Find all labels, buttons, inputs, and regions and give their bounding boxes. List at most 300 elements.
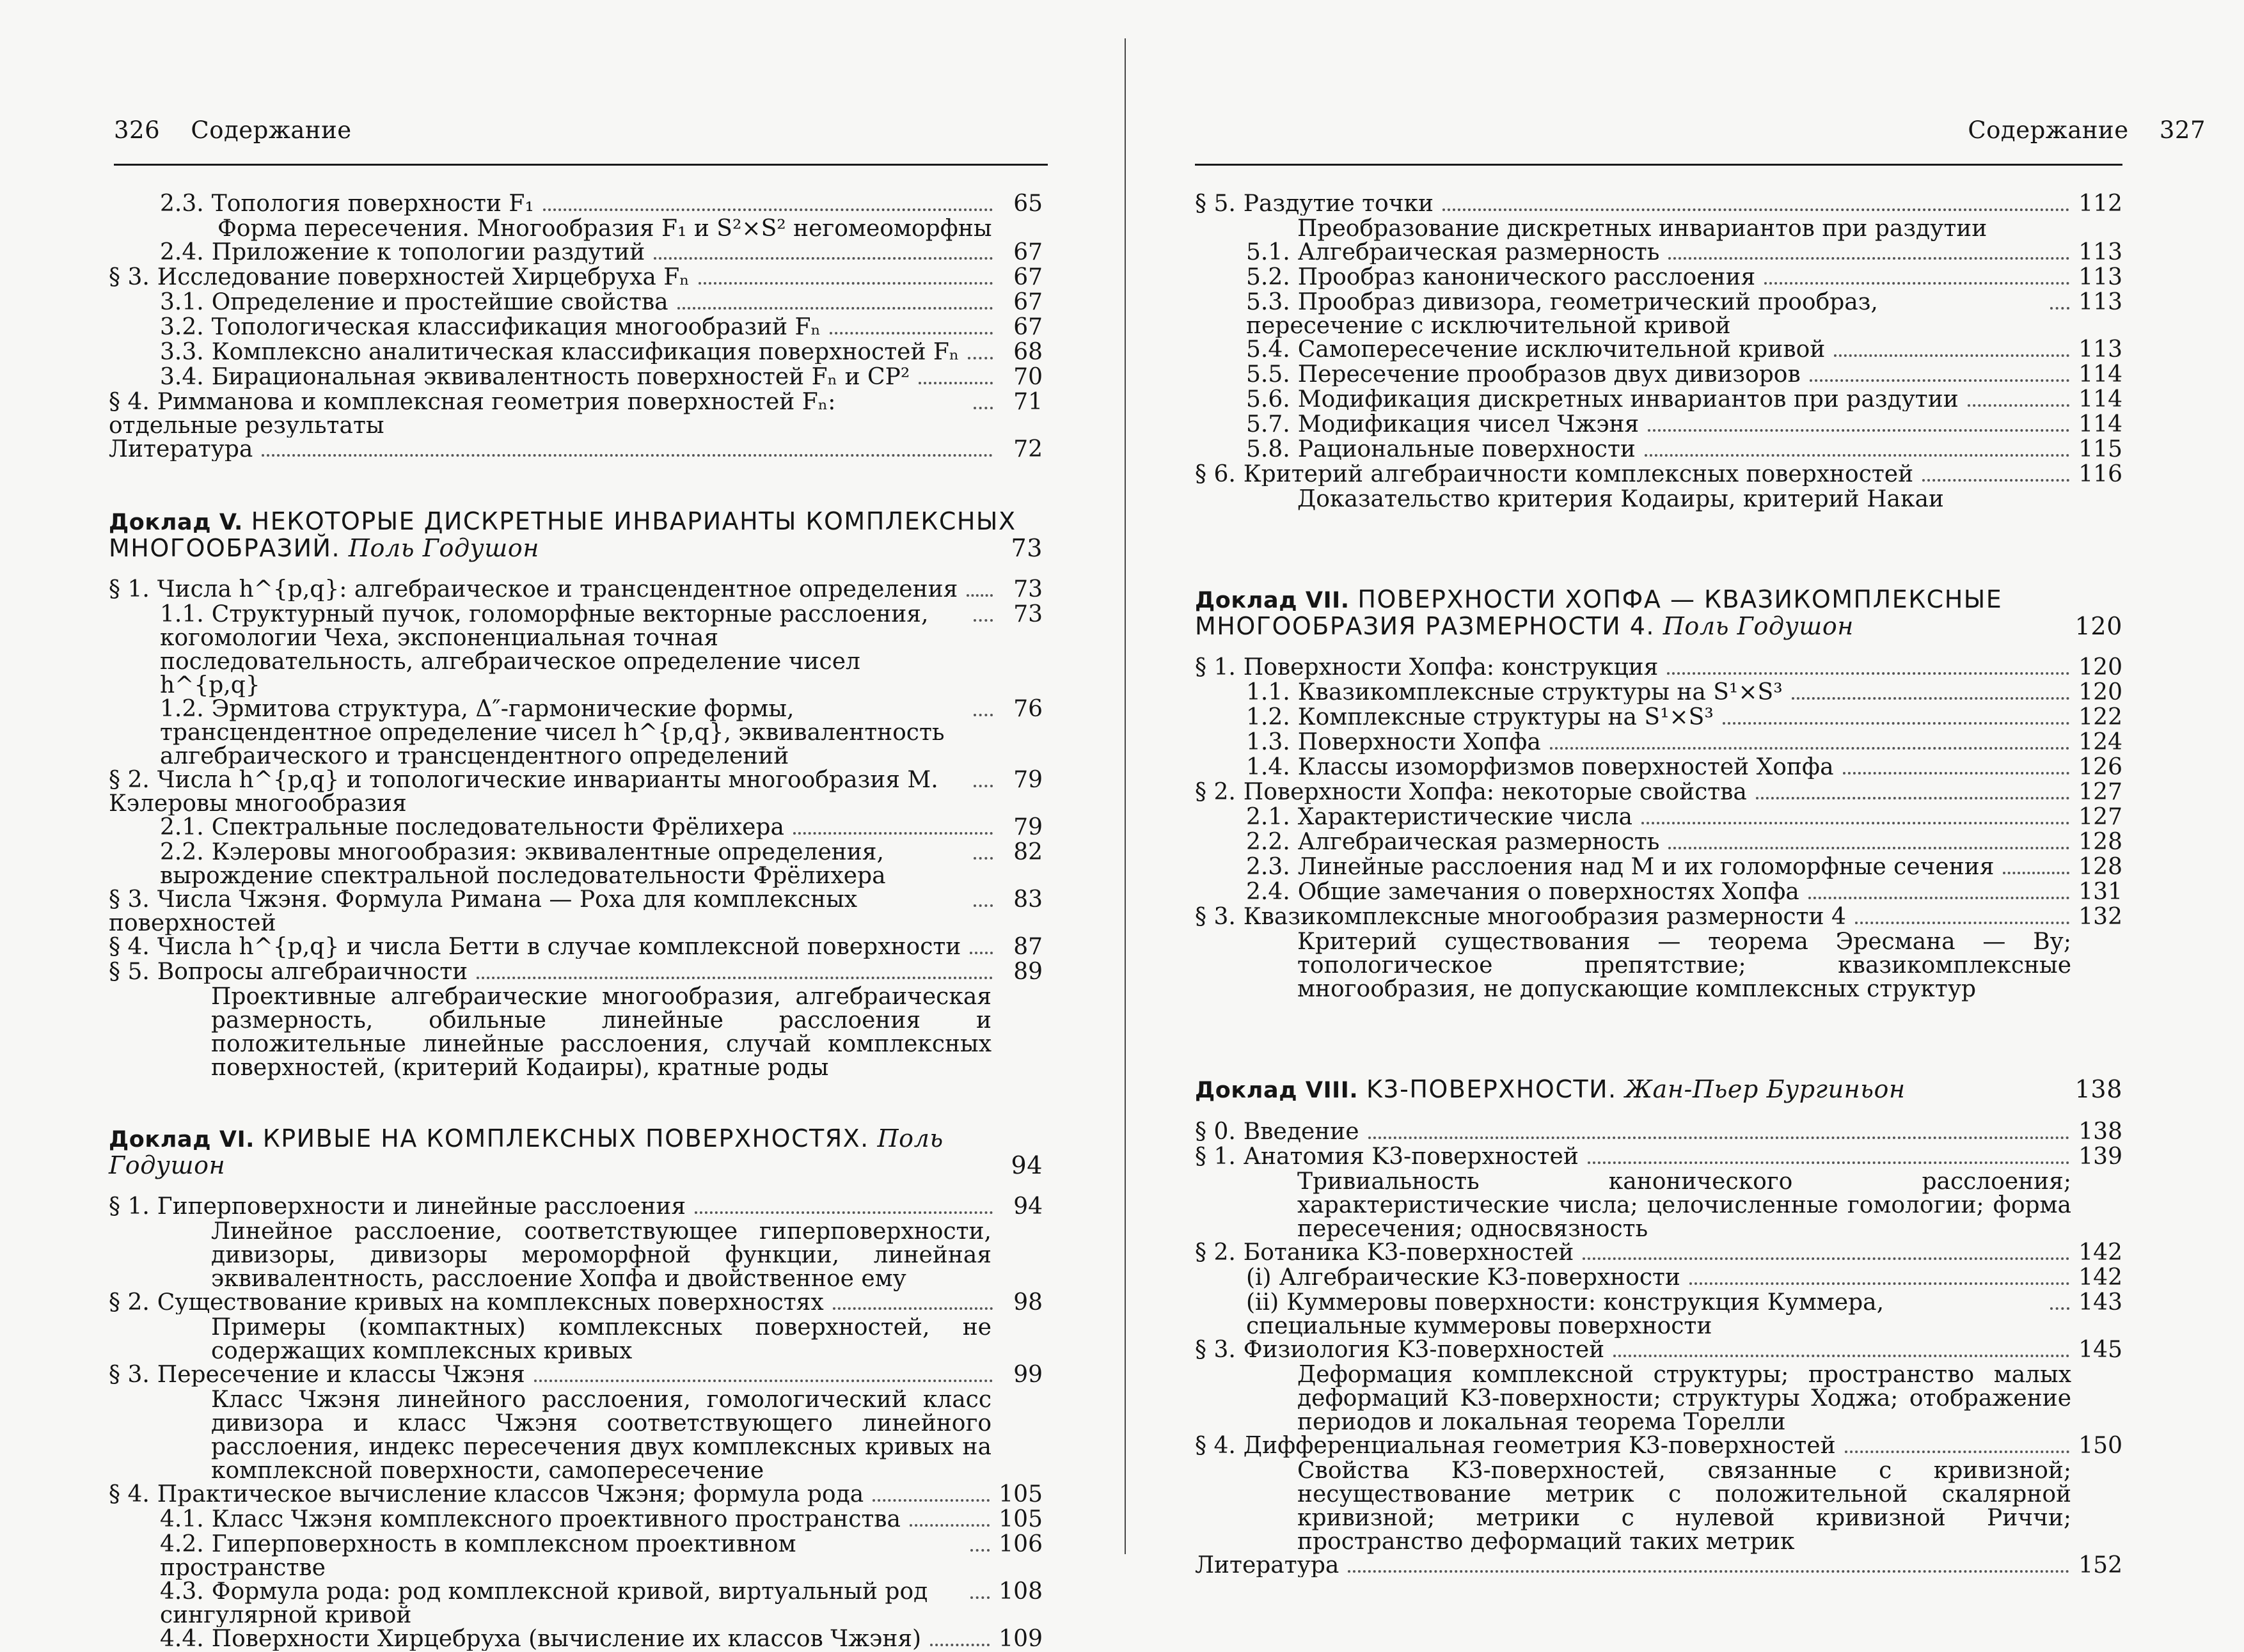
toc-entry-title: Литература: [109, 437, 253, 461]
left-running-title: Содержание: [191, 116, 352, 144]
right-page: [1164, 0, 2244, 1586]
toc-entry[interactable]: [109, 815, 1043, 840]
toc-entry-title: Топологическая классификация многообразий Fₙ: [211, 315, 821, 339]
leader-dots: [1641, 822, 2069, 824]
toc-entry[interactable]: [109, 192, 1043, 217]
toc-entry-number: § 5.: [109, 960, 150, 984]
toc-entry-page: 143: [2078, 1289, 2122, 1316]
toc-entry-page: 116: [2078, 461, 2122, 487]
toc-entry-title: Исследование поверхностей Хирцебруха Fₙ: [157, 265, 690, 289]
toc-entry-page: 128: [2078, 854, 2122, 880]
toc-entry-description: Преобразование дискретных инвариантов при раздутии: [1297, 216, 1987, 242]
toc-entry[interactable]: [1195, 413, 2122, 437]
toc-entry[interactable]: [1195, 880, 2122, 905]
leader-dots: [1834, 354, 2069, 357]
toc-entry-title: Рациональные поверхности: [1297, 437, 1636, 461]
toc-entry-title: Поверхности Хопфа: [1297, 730, 1541, 754]
leader-dots: [833, 1307, 993, 1310]
toc-entry[interactable]: [1195, 265, 2122, 290]
toc-entry[interactable]: [109, 1532, 1043, 1580]
chapter-7-author: Поль Годушон: [1663, 612, 1854, 640]
leader-dots: [1808, 897, 2070, 899]
toc-entry[interactable]: [109, 960, 1043, 985]
toc-entry-title: Гиперповерхности и линейные расслоения: [157, 1195, 686, 1218]
toc-entry-number: 1.1.: [1246, 680, 1290, 704]
leader-dots: [919, 382, 993, 384]
chapter-5-page: 73: [1011, 534, 1043, 562]
toc-entry-description: Тривиальность канонического расслоения; характеристические числа; целочисленные гомологии; форма пересечения; односвязность: [1297, 1168, 2071, 1242]
leader-dots: [262, 454, 993, 457]
toc-entry-title: Числа h^{p,q} и топологические инварианты многообразия M. Кэлеровы многообразия: [109, 768, 938, 815]
toc-entry-page: 128: [2078, 829, 2122, 855]
toc-entry[interactable]: [109, 935, 1043, 960]
toc-entry-page: 67: [1013, 264, 1043, 290]
toc-entry-number: 2.1.: [1246, 805, 1290, 829]
toc-entry-number: 2.1.: [160, 815, 204, 839]
toc-entry-title: Поверхности Хопфа: конструкция: [1243, 656, 1659, 679]
toc-entry-page: 142: [2078, 1264, 2122, 1291]
toc-entry[interactable]: [109, 240, 1043, 265]
toc-entry[interactable]: [109, 290, 1043, 315]
toc-entry-page: 67: [1013, 314, 1043, 340]
toc-entry-page: 114: [2078, 361, 2122, 388]
right-header-rule: [1195, 164, 2122, 166]
toc-entry[interactable]: [109, 578, 1043, 602]
chapter-7-page: 120: [2074, 612, 2122, 640]
toc-entry-number: 1.4.: [1246, 755, 1290, 779]
toc-entry-number: 5.4.: [1246, 338, 1290, 361]
toc-entry[interactable]: [1195, 240, 2122, 265]
toc-entry-number: 2.2.: [1246, 830, 1290, 854]
toc-entry-number: 2.3.: [1246, 855, 1290, 879]
toc-entry-title: Структурный пучок, голоморфные векторные расслоения, когомологии Чеха, экспоненциальная точная последовательность, алгебраическое определение чисел h^{p,q}: [160, 602, 929, 697]
chapter-6-label: Доклад VI.: [109, 1127, 255, 1152]
toc-entry-number: 1.2.: [160, 697, 204, 722]
leader-dots: [695, 1211, 993, 1214]
toc-entry-page: 126: [2078, 754, 2122, 780]
toc-entry-title: Пересечение прообразов двух дивизоров: [1297, 363, 1801, 386]
toc-entry[interactable]: [109, 365, 1043, 390]
toc-entry-page: 94: [1013, 1193, 1043, 1220]
toc-entry-page: 120: [2078, 679, 2122, 705]
leader-dots: [1845, 1451, 2070, 1453]
toc-entry-number: § 4.: [109, 935, 150, 959]
chapter-8-author: Жан-Пьер Бургиньон: [1625, 1075, 1906, 1103]
leader-dots: [1810, 379, 2070, 382]
toc-entry-number: 5.6.: [1246, 388, 1290, 411]
toc-entry-page: 73: [1013, 601, 1043, 627]
toc-entry-title: Спектральные последовательности Фрёлихера: [211, 815, 784, 839]
toc-entry[interactable]: [109, 217, 1043, 240]
toc-entry-page: 150: [2078, 1433, 2122, 1459]
toc-entry-page: 71: [1013, 389, 1043, 415]
toc-entry-title: Модификация дискретных инвариантов при раздутии: [1297, 388, 1959, 411]
toc-entry[interactable]: [1195, 905, 2122, 1001]
toc-entry-number: 4.3.: [160, 1580, 204, 1605]
chapter-5-author: Поль Годушон: [348, 534, 539, 562]
toc-entry-number: § 2.: [1195, 780, 1236, 804]
chapter-6-page: 94: [1011, 1151, 1043, 1179]
toc-entry[interactable]: [1195, 388, 2122, 413]
toc-entry-number: (ii): [1246, 1291, 1279, 1316]
leader-dots: [1442, 208, 2069, 211]
toc-entry-title: Числа h^{p,q}: алгебраическое и трансцендентное определения: [157, 578, 958, 601]
toc-entry-title: Прообраз дивизора, геометрический прообраз, пересечение с исключительной кривой: [1246, 290, 1878, 338]
toc-entry-title: Введение: [1243, 1120, 1359, 1144]
toc-entry-page: 87: [1013, 934, 1043, 960]
leader-dots: [974, 904, 993, 907]
toc-entry-description: Критерий существования — теорема Эресмана — Ву; топологическое препятствие; квазикомплексные многообразия, не допускающие комплексных структур: [1297, 929, 2071, 1002]
leader-dots: [1667, 672, 2069, 675]
toc-entry-number: § 6.: [1195, 462, 1236, 486]
toc-entry[interactable]: [1195, 805, 2122, 830]
toc-entry-page: 65: [1013, 191, 1043, 217]
leader-dots: [1922, 479, 2069, 482]
toc-entry-title: Квазикомплексные структуры на S¹×S³: [1297, 680, 1783, 704]
toc-entry-page: 114: [2078, 411, 2122, 437]
leader-dots: [1550, 747, 2069, 750]
toc-entry-number: 1.2.: [1246, 705, 1290, 729]
toc-entry[interactable]: [1195, 1338, 2122, 1434]
toc-entry-title: Гиперповерхность в комплексном проективном пространстве: [160, 1532, 796, 1580]
toc-entry-page: 124: [2078, 729, 2122, 755]
toc-entry-number: 5.1.: [1246, 240, 1290, 264]
leader-dots: [654, 257, 993, 260]
toc-entry-page: 79: [1013, 767, 1043, 793]
toc-entry-title: Поверхности Хопфа: некоторые свойства: [1243, 780, 1747, 804]
chapter-5-label: Доклад V.: [109, 510, 243, 535]
toc-entry[interactable]: [1195, 1241, 2122, 1266]
toc-entry-title: Существование кривых на комплексных поверхностях: [157, 1291, 824, 1314]
toc-entry-page: 106: [999, 1531, 1043, 1557]
toc-entry-title: Комплексно аналитическая классификация поверхностей Fₙ: [211, 340, 960, 364]
toc-entry-number: 4.2.: [160, 1532, 204, 1557]
toc-entry[interactable]: [109, 265, 1043, 290]
leader-dots: [974, 785, 993, 787]
left-toc: [109, 192, 1043, 1652]
toc-entry[interactable]: [1195, 1266, 2122, 1291]
toc-entry-title: Формула рода: род комплексной кривой, виртуальный род сингулярной кривой: [160, 1580, 928, 1627]
toc-entry-number: § 1.: [109, 1195, 150, 1218]
right-toc-group-c: [1195, 1120, 2122, 1578]
leader-dots: [1348, 1570, 2069, 1573]
leader-dots: [974, 407, 993, 409]
toc-entry-number: 2.4.: [160, 240, 204, 264]
toc-entry-title: Алгебраические K3-поверхности: [1279, 1266, 1680, 1289]
leader-dots: [1368, 1137, 2070, 1139]
toc-entry[interactable]: [1195, 1291, 2122, 1338]
toc-entry[interactable]: [1195, 755, 2122, 780]
leader-dots: [2050, 307, 2069, 310]
toc-entry-title: Кэлеровы многообразия: эквивалентные определения, вырождение спектральной последовательности Фрёлихера: [160, 840, 886, 888]
left-page: [0, 0, 1100, 1652]
leader-dots: [1756, 797, 2069, 799]
toc-entry-page: 152: [2078, 1552, 2122, 1578]
toc-entry[interactable]: [109, 340, 1043, 365]
toc-entry-page: 132: [2078, 904, 2122, 930]
toc-entry-title: Линейные расслоения над M и их голоморфные сечения: [1297, 855, 1995, 879]
leader-dots: [1648, 429, 2069, 432]
leader-dots: [967, 594, 993, 597]
toc-entry[interactable]: [109, 1627, 1043, 1652]
left-toc-group-a: [109, 192, 1043, 462]
leader-dots: [910, 1524, 990, 1527]
leader-dots: [970, 1596, 990, 1599]
toc-entry-title: Критерий алгебраичности комплексных поверхностей: [1243, 462, 1914, 486]
left-page-number: 326: [114, 116, 161, 144]
toc-entry-number: § 2.: [109, 768, 150, 793]
toc-entry-title: Поверхности Хирцебруха (вычисление их классов Чжэня): [211, 1627, 922, 1651]
toc-entry[interactable]: [109, 768, 1043, 815]
leader-dots: [1588, 1161, 2069, 1164]
toc-entry-description: Линейное расслоение, соответствующее гиперповерхности, дивизоры, дивизоры мероморфной функции, линейная эквивалентность, расслоение Хопфа и двойственное ему: [211, 1218, 992, 1292]
toc-entry[interactable]: [1195, 830, 2122, 855]
toc-entry-title: Прообраз канонического расслоения: [1297, 265, 1756, 289]
toc-entry-description: Свойства K3-поверхностей, связанные с кривизной; несуществование метрик с положительной скалярной кривизной; метрики с нулевой кривизной Риччи; пространство деформаций таких метрик: [1297, 1458, 2071, 1555]
leader-dots: [974, 857, 993, 860]
toc-entry[interactable]: [1195, 290, 2122, 338]
toc-entry-number: 3.4.: [160, 365, 204, 389]
leader-dots: [1668, 847, 2069, 849]
toc-entry[interactable]: [1195, 780, 2122, 805]
toc-entry-page: 114: [2078, 386, 2122, 413]
toc-entry[interactable]: [1195, 705, 2122, 730]
toc-entry[interactable]: [1195, 437, 2122, 462]
leader-dots: [1668, 257, 2069, 260]
leader-dots: [2050, 1307, 2069, 1310]
toc-entry-page: 76: [1013, 696, 1043, 722]
toc-entry[interactable]: [109, 840, 1043, 888]
chapter-8-label: Доклад VIII.: [1195, 1078, 1359, 1103]
toc-entry-page: 145: [2078, 1337, 2122, 1363]
toc-entry-page: 67: [1013, 239, 1043, 265]
toc-entry-title: Определение и простейшие свойства: [211, 290, 668, 314]
chapter-5-title: НЕКОТОРЫЕ ДИСКРЕТНЫЕ ИНВАРИАНТЫ КОМПЛЕКСНЫХ МНОГООБРАЗИЙ.: [109, 507, 1016, 562]
toc-entry-page: 105: [999, 1481, 1043, 1507]
toc-entry-page: 127: [2078, 779, 2122, 805]
toc-entry-number: 5.2.: [1246, 265, 1290, 289]
left-toc-group-c: [109, 1195, 1043, 1652]
toc-entry-title: Практическое вычисление классов Чжэня; формула рода: [157, 1483, 864, 1506]
toc-entry[interactable]: [1195, 656, 2122, 680]
toc-entry-page: 99: [1013, 1362, 1043, 1388]
toc-entry-page: 115: [2078, 436, 2122, 462]
toc-entry[interactable]: [1195, 1145, 2122, 1241]
leader-dots: [1968, 404, 2070, 407]
chapter-6-author: Поль Годушон: [109, 1124, 944, 1179]
toc-entry-title: Топология поверхности F₁: [211, 192, 534, 216]
toc-entry[interactable]: [109, 602, 1043, 697]
left-toc-group-b: [109, 578, 1043, 985]
toc-entry-title: Римманова и комплексная геометрия поверхностей Fₙ: отдельные результаты: [109, 390, 836, 437]
leader-dots: [793, 832, 993, 835]
toc-entry-page: 108: [999, 1578, 1043, 1605]
toc-entry-title: Анатомия K3-поверхностей: [1243, 1145, 1579, 1168]
toc-entry[interactable]: [109, 315, 1043, 340]
toc-entry-title: Самопересечение исключительной кривой: [1297, 338, 1826, 361]
toc-entry-text: Форма пересечения. Многообразия F₁ и S²×S² негомеоморфны: [217, 216, 992, 242]
toc-entry-number: § 1.: [1195, 656, 1236, 679]
toc-entry-number: § 3.: [1195, 905, 1236, 929]
toc-entry-title: Класс Чжэня комплексного проективного пространства: [211, 1507, 901, 1531]
toc-entry-page: 67: [1013, 289, 1043, 315]
toc-entry-page: 113: [2078, 336, 2122, 363]
chapter-8-heading: [1195, 1076, 2122, 1103]
toc-entry-number: § 1.: [1195, 1145, 1236, 1168]
toc-entry[interactable]: [109, 1483, 1043, 1507]
toc-entry-page: 122: [2078, 704, 2122, 730]
toc-entry-number: 5.8.: [1246, 437, 1290, 461]
toc-entry-description: Деформация комплексной структуры; пространство малых деформаций K3-поверхности; структуры Ходжа; отображение периодов и локальная теорема Торелли: [1297, 1362, 2071, 1435]
toc-entry[interactable]: [109, 1507, 1043, 1532]
toc-entry-title: Алгебраическая размерность: [1297, 240, 1660, 264]
toc-entry-number: (i): [1246, 1266, 1272, 1289]
toc-entry-page: 68: [1013, 339, 1043, 365]
toc-entry-title: Куммеровы поверхности: конструкция Куммера, специальные куммеровы поверхности: [1246, 1291, 1884, 1338]
toc-entry-number: § 2.: [1195, 1241, 1236, 1264]
toc-entry-number: 2.2.: [160, 840, 204, 865]
left-header: [114, 116, 352, 144]
toc-entry-number: § 2.: [109, 1291, 150, 1314]
leader-dots: [1843, 772, 2070, 775]
leader-dots: [543, 208, 993, 211]
toc-entry-page: 73: [1013, 576, 1043, 602]
toc-entry[interactable]: [1195, 1554, 2122, 1578]
toc-entry-page: 139: [2078, 1144, 2122, 1170]
toc-entry[interactable]: [1195, 680, 2122, 705]
toc-entry-page: 113: [2078, 239, 2122, 265]
chapter-6-title: КРИВЫЕ НА КОМПЛЕКСНЫХ ПОВЕРХНОСТЯХ.: [262, 1124, 869, 1152]
toc-entry[interactable]: [1195, 1434, 2122, 1554]
toc-entry-description: Класс Чжэня линейного расслоения, гомологический класс дивизора и класс Чжэня соответствующего линейного расслоения, индекс пересечения двух комплексных кривых на комплексной поверхности, самопересечение: [211, 1387, 992, 1484]
toc-entry-title: Классы изоморфизмов поверхностей Хопфа: [1297, 755, 1834, 779]
left-header-rule: [114, 164, 1048, 166]
toc-entry-page: 72: [1013, 436, 1043, 462]
toc-entry-number: 5.3.: [1246, 290, 1290, 315]
toc-entry-title: Бирациональная эквивалентность поверхностей Fₙ и CP²: [211, 365, 910, 389]
leader-dots: [974, 714, 993, 716]
toc-entry[interactable]: [109, 1291, 1043, 1363]
toc-entry-title: Приложение к топологии раздутий: [211, 240, 645, 264]
toc-entry[interactable]: [1195, 363, 2122, 388]
toc-entry-title: Ботаника K3-поверхностей: [1243, 1241, 1574, 1264]
leader-dots: [970, 952, 993, 954]
chapter-8-title: K3-ПОВЕРХНОСТИ.: [1366, 1075, 1617, 1103]
leader-dots: [970, 1549, 990, 1552]
leader-dots: [1792, 697, 2070, 700]
chapter-8-page: 138: [2074, 1075, 2122, 1103]
toc-entry-page: 112: [2078, 191, 2122, 217]
toc-entry[interactable]: [1195, 462, 2122, 511]
toc-entry[interactable]: [109, 1580, 1043, 1627]
toc-entry-number: § 3.: [1195, 1338, 1236, 1362]
toc-entry[interactable]: [1195, 192, 2122, 240]
toc-entry-number: 4.4.: [160, 1627, 204, 1651]
toc-entry-page: 70: [1013, 364, 1043, 390]
leader-dots: [1613, 1355, 2069, 1357]
right-header: [1968, 116, 2206, 144]
toc-entry-title: Вопросы алгебраичности: [157, 960, 468, 984]
toc-entry[interactable]: [1195, 855, 2122, 880]
toc-entry-title: Раздутие точки: [1243, 192, 1434, 216]
toc-entry[interactable]: [109, 390, 1043, 437]
toc-entry[interactable]: [109, 1363, 1043, 1483]
toc-entry-number: § 4.: [109, 1483, 150, 1506]
toc-entry-page: 79: [1013, 814, 1043, 840]
toc-entry-number: § 3.: [109, 265, 150, 289]
leader-dots: [1689, 1282, 2069, 1285]
toc-entry-description: Доказательство критерия Кодаиры, критерий Накаи: [1297, 486, 1944, 512]
toc-entry-number: § 4.: [1195, 1434, 1236, 1458]
chapter-5-heading: [109, 508, 1043, 561]
toc-entry-description: Примеры (компактных) комплексных поверхностей, не содержащих комплексных кривых: [211, 1314, 992, 1364]
toc-entry[interactable]: [1195, 1120, 2122, 1145]
toc-entry-number: 1.3.: [1246, 730, 1290, 754]
toc-entry-page: 82: [1013, 839, 1043, 865]
toc-entry-number: 5.5.: [1246, 363, 1290, 386]
toc-entry[interactable]: [1195, 730, 2122, 755]
toc-entry-title: Физиология K3-поверхностей: [1243, 1338, 1605, 1362]
toc-entry-page: 127: [2078, 804, 2122, 830]
toc-entry-title: Общие замечания о поверхностях Хопфа: [1297, 880, 1799, 904]
toc-entry-page: 131: [2078, 879, 2122, 905]
toc-entry-title: Характеристические числа: [1297, 805, 1632, 829]
chapter-7-heading: [1195, 586, 2122, 639]
toc-entry-page: 83: [1013, 886, 1043, 913]
toc-entry-number: 3.1.: [160, 290, 204, 314]
toc-entry-page: 109: [999, 1626, 1043, 1652]
toc-entry-page: 113: [2078, 264, 2122, 290]
toc-entry-page: 138: [2078, 1119, 2122, 1145]
chapter-6-heading: [109, 1126, 1043, 1178]
toc-entry[interactable]: [109, 437, 1043, 462]
leader-dots: [930, 1644, 990, 1646]
chapter-7-title: ПОВЕРХНОСТИ ХОПФА — КВАЗИКОМПЛЕКСНЫЕ МНОГООБРАЗИЯ РАЗМЕРНОСТИ 4.: [1195, 585, 2003, 640]
leader-dots: [974, 619, 993, 622]
leader-dots: [1764, 282, 2069, 285]
leader-dots: [699, 282, 993, 285]
leader-dots: [830, 332, 993, 334]
toc-entry-title: Модификация чисел Чжэня: [1297, 413, 1640, 436]
leader-dots: [1855, 922, 2069, 924]
chapter-7-label: Доклад VII.: [1195, 588, 1350, 613]
toc-entry-title: Эрмитова структура, Δ″-гармонические формы, трансцендентное определение чисел h^{p,q}, эквивалентность алгебраического и трансцендентного определений: [160, 697, 945, 768]
right-toc-group-b: [1195, 656, 2122, 1001]
toc-entry[interactable]: [109, 888, 1043, 935]
toc-entry-number: 3.3.: [160, 340, 204, 364]
toc-entry-number: § 3.: [109, 1363, 150, 1387]
toc-entry[interactable]: [1195, 338, 2122, 363]
toc-entry-page: 120: [2078, 654, 2122, 680]
toc-entry-page: 89: [1013, 959, 1043, 985]
leader-dots: [1645, 454, 2069, 457]
toc-entry-number: 2.4.: [1246, 880, 1290, 904]
toc-entry-number: § 4.: [109, 390, 150, 415]
toc-entry-number: § 1.: [109, 578, 150, 601]
toc-entry[interactable]: [109, 1195, 1043, 1291]
toc-entry-number: § 0.: [1195, 1120, 1236, 1144]
leader-dots: [1583, 1257, 2069, 1260]
toc-entry-page: 105: [999, 1506, 1043, 1532]
right-running-title: Содержание: [1968, 116, 2129, 144]
toc-entry[interactable]: [109, 697, 1043, 768]
toc-entry-page: 98: [1013, 1289, 1043, 1316]
leader-dots: [1723, 722, 2070, 725]
toc-entry-number: 5.7.: [1246, 413, 1290, 436]
toc-entry-page: 142: [2078, 1239, 2122, 1266]
toc-entry-title: Квазикомплексные многообразия размерности 4: [1243, 905, 1846, 929]
leader-dots: [477, 977, 993, 979]
